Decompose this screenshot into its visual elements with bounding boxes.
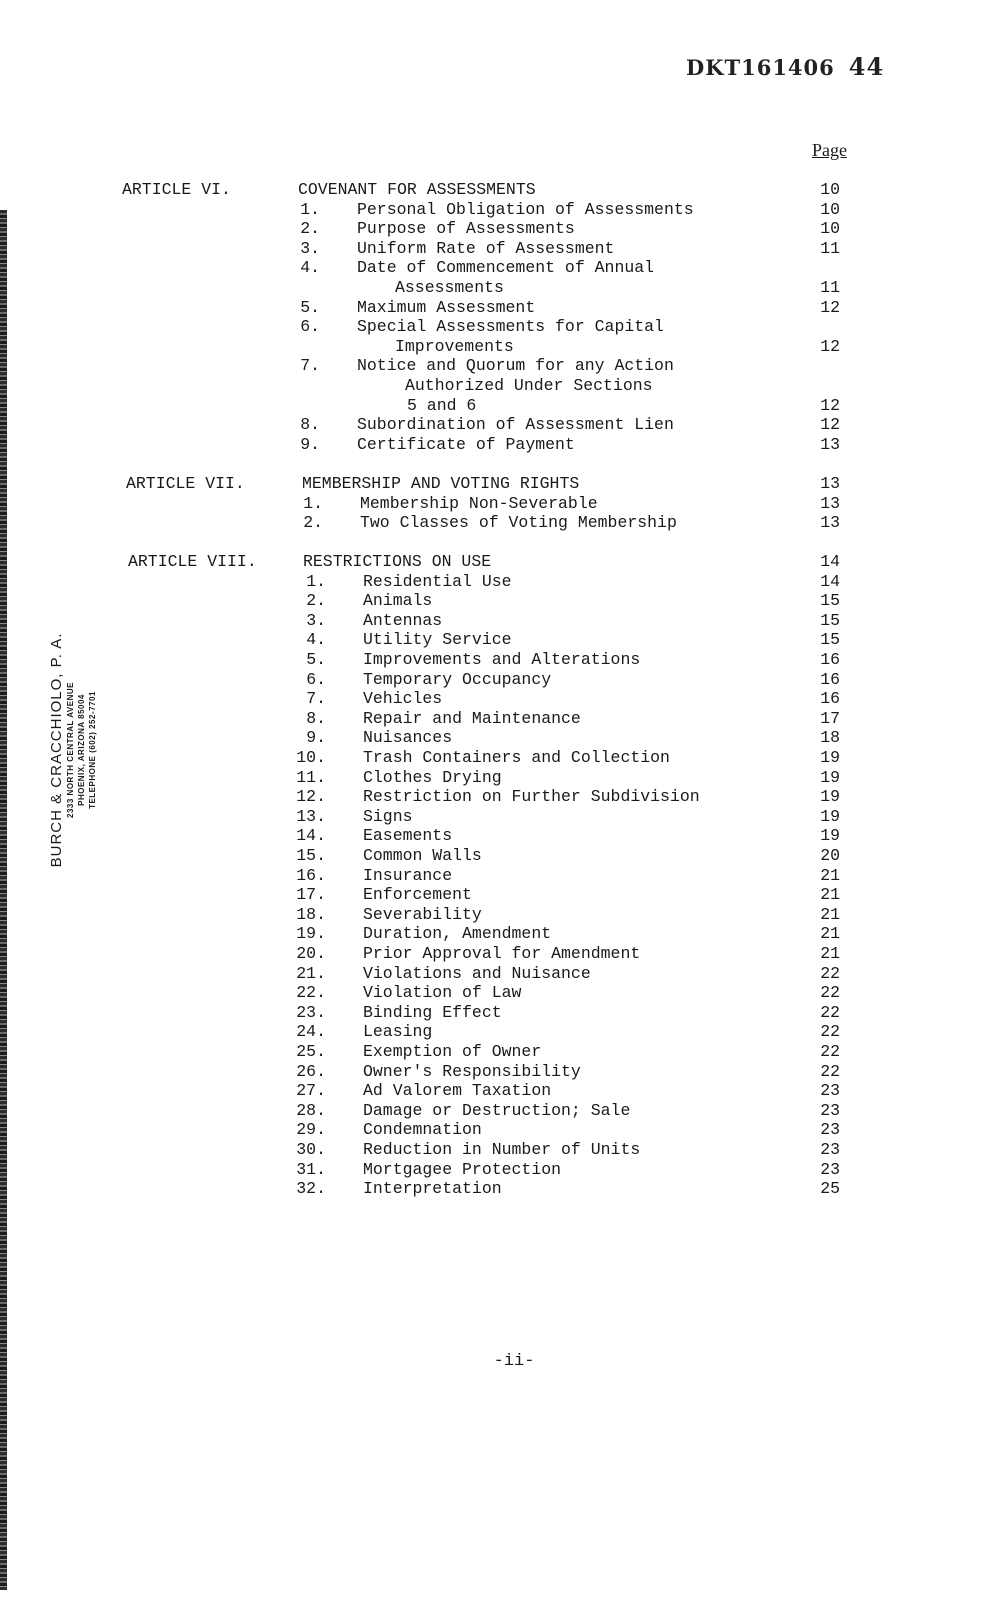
entry-title: Membership Non-Severable [360, 493, 598, 513]
entry-number: 23. [296, 1002, 326, 1022]
entry-number: 30. [296, 1140, 326, 1159]
entry-title: Temporary Occupancy [363, 669, 552, 689]
entry-number: 28. [296, 1100, 326, 1120]
entry-title: Severability [363, 904, 482, 924]
article-title: MEMBERSHIP AND VOTING RIGHTS [302, 474, 580, 493]
entry-number: 8. [306, 708, 326, 728]
toc-entry [0, 435, 1008, 455]
entry-page-number: 15 [820, 630, 840, 650]
toc-entry [0, 728, 1008, 748]
entry-title: Damage or Destruction; Sale [363, 1100, 631, 1120]
toc-entry [0, 826, 1008, 846]
entry-page-number: 22 [820, 1002, 840, 1022]
entry-page-number: 14 [820, 571, 840, 591]
entry-title: Mortgagee Protection [363, 1159, 562, 1179]
entry-title: Binding Effect [363, 1002, 502, 1022]
entry-page-number: 21 [820, 904, 840, 924]
entry-number: 12. [296, 787, 326, 807]
toc-entry [0, 1140, 1008, 1160]
toc-entry [0, 964, 1008, 984]
entry-number: 20. [296, 944, 326, 963]
entry-title: Ad Valorem Taxation [363, 1081, 552, 1101]
entry-page-number: 16 [820, 689, 840, 709]
article-page-number: 14 [820, 552, 840, 571]
entry-page-number: 15 [820, 591, 840, 611]
entry-title: Vehicles [363, 689, 443, 709]
entry-title: Trash Containers and Collection [363, 748, 670, 767]
article-heading-row [0, 180, 1008, 200]
entry-page-number: 15 [820, 610, 840, 630]
entry-page-number: 21 [820, 885, 840, 905]
toc-entry [0, 356, 1008, 376]
entry-page-number: 23 [820, 1159, 840, 1179]
entry-number: 10. [296, 748, 326, 767]
entry-title: Repair and Maintenance [363, 708, 581, 728]
toc-entry [0, 611, 1008, 631]
entry-page-number: 21 [820, 944, 840, 963]
entry-title: Violations and Nuisance [363, 963, 591, 983]
entry-number: 16. [296, 865, 326, 885]
entry-page-number: 21 [820, 924, 840, 944]
entry-title: Enforcement [363, 885, 472, 905]
toc-entry [0, 258, 1008, 278]
article-page-number: 10 [820, 180, 840, 199]
entry-number: 3. [306, 610, 326, 630]
doc-prefix: DKT [686, 55, 742, 80]
toc-entry [0, 200, 1008, 220]
footer-page-number: -ii- [493, 1352, 535, 1371]
toc-entry [0, 885, 1008, 905]
entry-page-number: 19 [820, 748, 840, 767]
toc-entry-continuation [0, 396, 1008, 416]
entry-number: 3. [300, 238, 320, 258]
toc-entry [0, 415, 1008, 435]
entry-number: 24. [296, 1022, 326, 1042]
entry-number: 4. [300, 258, 320, 278]
article-heading-row [0, 552, 1008, 572]
entry-number: 18. [296, 904, 326, 924]
toc-entry [0, 748, 1008, 768]
entry-number: 9. [300, 434, 320, 454]
entry-number: 11. [296, 767, 326, 787]
entry-page-number: 23 [820, 1081, 840, 1101]
entry-title: Purpose of Assessments [357, 219, 575, 239]
entry-page-number: 13 [820, 513, 840, 533]
toc-entry [0, 317, 1008, 337]
toc-entry [0, 787, 1008, 807]
toc-entry [0, 866, 1008, 886]
toc-entry [0, 670, 1008, 690]
entry-page-number: 19 [820, 806, 840, 826]
entry-number: 9. [306, 728, 326, 748]
toc-entry [0, 219, 1008, 239]
entry-title: Restriction on Further Subdivision [363, 787, 700, 807]
article-title: RESTRICTIONS ON USE [303, 552, 492, 571]
firm-address-1: 2333 NORTH CENTRAL AVENUE [66, 682, 75, 818]
entry-page-number: 12 [820, 336, 840, 356]
entry-number: 13. [296, 806, 326, 826]
entry-page-number: 22 [820, 1061, 840, 1081]
toc-entry [0, 1042, 1008, 1062]
toc-entry [0, 709, 1008, 729]
entry-title: Reduction in Number of Units [363, 1140, 641, 1159]
firm-telephone: TELEPHONE (602) 252-7701 [88, 691, 97, 809]
entry-page-number: 19 [820, 826, 840, 846]
entry-number: 26. [296, 1061, 326, 1081]
entry-title: Improvements and Alterations [363, 650, 641, 669]
toc-entry [0, 298, 1008, 318]
entry-page-number: 13 [820, 493, 840, 513]
toc-entry [0, 944, 1008, 964]
entry-title: Nuisances [363, 728, 453, 748]
toc-entry [0, 1160, 1008, 1180]
entry-title: Leasing [363, 1022, 433, 1042]
entry-number: 27. [296, 1081, 326, 1101]
entry-title: Clothes Drying [363, 767, 502, 787]
entry-number: 32. [296, 1179, 326, 1199]
entry-number: 19. [296, 924, 326, 944]
firm-address-2: PHOENIX, ARIZONA 85004 [77, 694, 86, 806]
entry-number: 6. [306, 669, 326, 689]
entry-number: 4. [306, 630, 326, 650]
entry-title: Certificate of Payment [357, 434, 575, 454]
toc-entry [0, 1062, 1008, 1082]
entry-page-number: 22 [820, 1042, 840, 1061]
page-footer [0, 1352, 1008, 1371]
entry-title: Utility Service [363, 630, 512, 650]
entry-title: Signs [363, 806, 413, 826]
entry-title: Violation of Law [363, 983, 522, 1003]
entry-page-number: 10 [820, 199, 840, 219]
entry-page-number: 19 [820, 767, 840, 787]
toc-entry [0, 807, 1008, 827]
entry-title: Insurance [363, 865, 453, 885]
toc-entry [0, 1120, 1008, 1140]
toc-entry [0, 630, 1008, 650]
entry-title: Personal Obligation of Assessments [357, 199, 694, 219]
entry-number: 5. [306, 650, 326, 669]
entry-page-number: 23 [820, 1140, 840, 1159]
entry-page-number: 19 [820, 787, 840, 807]
article-label: ARTICLE VII. [126, 474, 245, 493]
toc-entry [0, 1003, 1008, 1023]
entry-page-number: 23 [820, 1120, 840, 1140]
entry-title: Duration, Amendment [363, 924, 552, 944]
entry-title: Notice and Quorum for any Action [357, 356, 674, 376]
entry-number: 22. [296, 983, 326, 1003]
entry-title: Condemnation [363, 1120, 482, 1140]
entry-page-number: 10 [820, 219, 840, 239]
toc-entry-continuation [0, 278, 1008, 298]
article-label: ARTICLE VIII. [128, 552, 257, 571]
entry-page-number: 20 [820, 846, 840, 865]
entry-title: Special Assessments for Capital [357, 317, 664, 337]
entry-title: Uniform Rate of Assessment [357, 238, 615, 258]
toc-entry [0, 1081, 1008, 1101]
entry-page-number: 13 [820, 434, 840, 454]
entry-page-number: 17 [820, 708, 840, 728]
toc-entry [0, 1022, 1008, 1042]
entry-title: Animals [363, 591, 433, 611]
entry-title: 5 and 6 [407, 395, 477, 415]
entry-title: Easements [363, 826, 453, 846]
entry-page-number: 21 [820, 865, 840, 885]
entry-title: Maximum Assessment [357, 297, 536, 317]
entry-number: 5. [300, 297, 320, 317]
entry-page-number: 12 [820, 395, 840, 415]
entry-number: 31. [296, 1159, 326, 1179]
toc-entry-continuation [0, 337, 1008, 357]
article-page-number: 13 [820, 474, 840, 493]
entry-number: 17. [296, 885, 326, 905]
entry-number: 7. [300, 356, 320, 376]
entry-title: Interpretation [363, 1179, 502, 1199]
entry-title: Owner's Responsibility [363, 1061, 581, 1081]
page-column-heading: Page [812, 140, 847, 160]
toc-entry [0, 924, 1008, 944]
entry-number: 29. [296, 1120, 326, 1140]
entry-number: 21. [296, 963, 326, 983]
entry-title: Exemption of Owner [363, 1042, 542, 1061]
entry-page-number: 12 [820, 297, 840, 317]
entry-page-number: 18 [820, 728, 840, 748]
firm-name: BURCH & CRACCHIOLO, P. A. [48, 632, 65, 868]
entry-number: 15. [296, 846, 326, 865]
entry-title: Subordination of Assessment Lien [357, 415, 674, 435]
entry-title: Prior Approval for Amendment [363, 944, 641, 963]
entry-page-number: 25 [820, 1179, 840, 1199]
entry-page-number: 11 [820, 278, 840, 297]
article-title: COVENANT FOR ASSESSMENTS [298, 180, 536, 199]
doc-number-value: 161406 [741, 55, 835, 80]
toc-entry [0, 572, 1008, 592]
page-reference: 44 [848, 52, 885, 81]
entry-number: 2. [300, 219, 320, 239]
article-heading-row [0, 474, 1008, 494]
toc-entry [0, 239, 1008, 259]
toc-entry [0, 494, 1008, 514]
toc-entry [0, 591, 1008, 611]
toc-entry [0, 768, 1008, 788]
toc-entry [0, 650, 1008, 670]
toc-entry [0, 983, 1008, 1003]
entry-title: Two Classes of Voting Membership [360, 513, 677, 533]
entry-page-number: 22 [820, 963, 840, 983]
toc-entry-continuation [0, 376, 1008, 396]
toc-entry [0, 1179, 1008, 1199]
entry-title: Authorized Under Sections [405, 376, 653, 395]
entry-page-number: 11 [820, 238, 840, 258]
entry-title: Improvements [395, 336, 514, 356]
entry-page-number: 12 [820, 415, 840, 435]
toc-entry [0, 846, 1008, 866]
entry-number: 7. [306, 689, 326, 709]
entry-number: 8. [300, 415, 320, 435]
entry-title: Common Walls [363, 846, 482, 865]
entry-number: 2. [303, 513, 323, 533]
entry-title: Antennas [363, 610, 443, 630]
entry-number: 1. [303, 493, 323, 513]
entry-title: Date of Commencement of Annual [357, 258, 655, 278]
document-number [686, 52, 884, 81]
entry-page-number: 22 [820, 983, 840, 1003]
entry-number: 25. [296, 1042, 326, 1061]
toc-entry [0, 1101, 1008, 1121]
entry-number: 1. [306, 571, 326, 591]
entry-number: 2. [306, 591, 326, 611]
entry-number: 14. [296, 826, 326, 846]
entry-title: Residential Use [363, 571, 512, 591]
toc-entry [0, 689, 1008, 709]
article-label: ARTICLE VI. [122, 180, 231, 199]
entry-number: 6. [300, 317, 320, 337]
entry-page-number: 16 [820, 669, 840, 689]
toc-entry [0, 905, 1008, 925]
entry-title: Assessments [395, 278, 504, 297]
toc-entry [0, 513, 1008, 533]
entry-number: 1. [300, 199, 320, 219]
entry-page-number: 22 [820, 1022, 840, 1042]
entry-page-number: 23 [820, 1100, 840, 1120]
entry-page-number: 16 [820, 650, 840, 669]
